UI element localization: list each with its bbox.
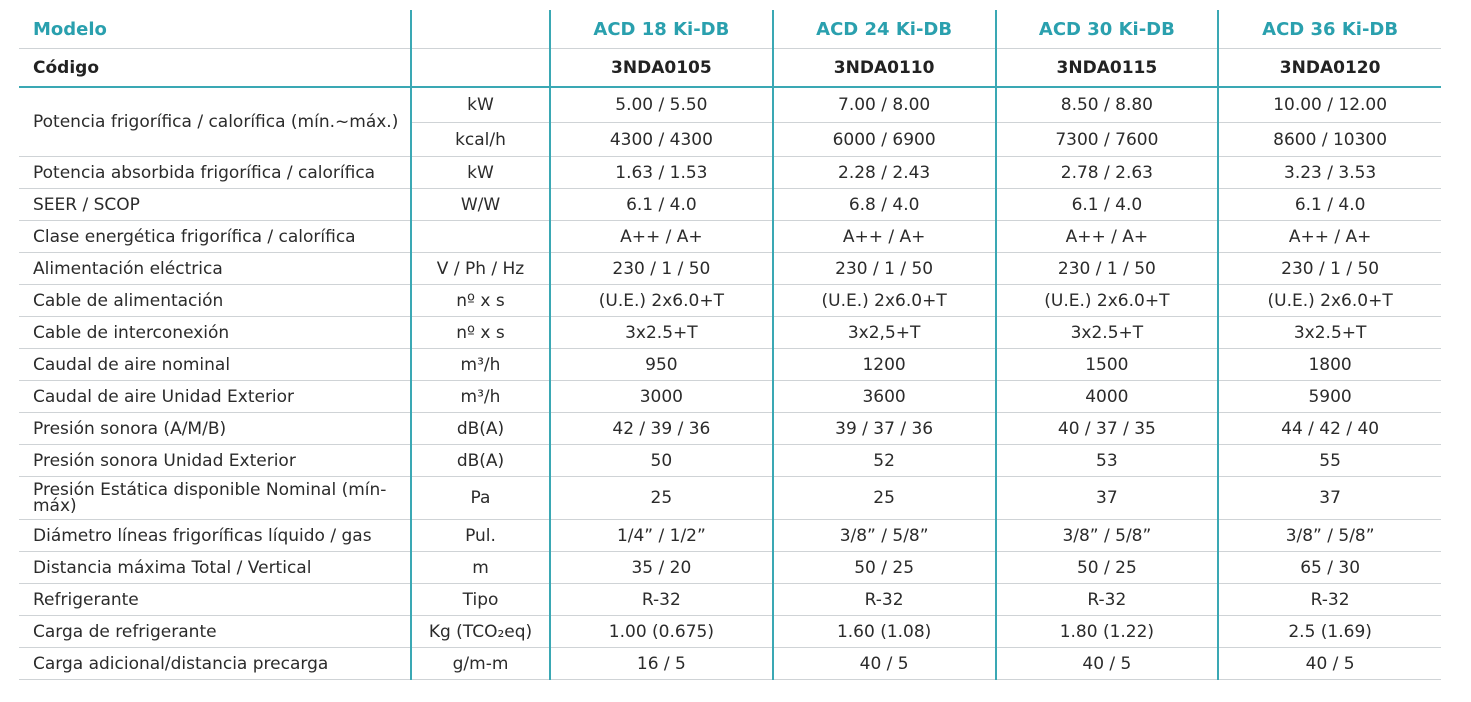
- value-cell: 230 / 1 / 50: [773, 253, 996, 285]
- row-unit: kW: [411, 157, 550, 189]
- codigo-label: Código: [19, 49, 411, 88]
- model-name: ACD 18 Ki-DB: [550, 10, 773, 49]
- value-cell: (U.E.) 2x6.0+T: [996, 285, 1219, 317]
- value-cell: 6000 / 6900: [773, 123, 996, 157]
- row-label: Cable de interconexión: [19, 317, 411, 349]
- value-cell: A++ / A+: [1218, 221, 1441, 253]
- table-row: [19, 520, 1441, 552]
- row-unit: m³/h: [411, 381, 550, 413]
- value-cell: 4300 / 4300: [550, 123, 773, 157]
- value-cell: 8.50 / 8.80: [996, 87, 1219, 123]
- row-label: Caudal de aire Unidad Exterior: [19, 381, 411, 413]
- row-label: Distancia máxima Total / Vertical: [19, 552, 411, 584]
- code-header-row: [19, 49, 1441, 88]
- row-unit: nº x s: [411, 285, 550, 317]
- row-label: Clase energética frigorífica / calorífica: [19, 221, 411, 253]
- value-cell: 1.00 (0.675): [550, 616, 773, 648]
- row-unit: dB(A): [411, 413, 550, 445]
- value-cell: 40 / 5: [773, 648, 996, 680]
- value-cell: 4000: [996, 381, 1219, 413]
- row-label: Presión sonora (A/M/B): [19, 413, 411, 445]
- value-cell: 1.63 / 1.53: [550, 157, 773, 189]
- value-cell: 8600 / 10300: [1218, 123, 1441, 157]
- row-unit: kW: [411, 87, 550, 123]
- value-cell: 1/4” / 1/2”: [550, 520, 773, 552]
- unit-header-cell: [411, 10, 550, 49]
- value-cell: (U.E.) 2x6.0+T: [550, 285, 773, 317]
- value-cell: 6.1 / 4.0: [550, 189, 773, 221]
- value-cell: A++ / A+: [773, 221, 996, 253]
- value-cell: 3600: [773, 381, 996, 413]
- value-cell: 25: [773, 477, 996, 520]
- value-cell: 52: [773, 445, 996, 477]
- value-cell: 1800: [1218, 349, 1441, 381]
- value-cell: 55: [1218, 445, 1441, 477]
- row-label: Cable de alimentación: [19, 285, 411, 317]
- table-row: [19, 253, 1441, 285]
- value-cell: (U.E.) 2x6.0+T: [773, 285, 996, 317]
- value-cell: 7.00 / 8.00: [773, 87, 996, 123]
- value-cell: 6.8 / 4.0: [773, 189, 996, 221]
- model-name: ACD 36 Ki-DB: [1218, 10, 1441, 49]
- row-unit: Kg (TCO₂eq): [411, 616, 550, 648]
- value-cell: 3.23 / 3.53: [1218, 157, 1441, 189]
- table-row: [19, 584, 1441, 616]
- row-label: Diámetro líneas frigoríficas líquido / gas: [19, 520, 411, 552]
- value-cell: 50 / 25: [773, 552, 996, 584]
- table-row: [19, 285, 1441, 317]
- model-code: 3NDA0105: [550, 49, 773, 88]
- value-cell: 1.80 (1.22): [996, 616, 1219, 648]
- model-code: 3NDA0120: [1218, 49, 1441, 88]
- value-cell: 1.60 (1.08): [773, 616, 996, 648]
- table-row: [19, 552, 1441, 584]
- row-unit: Pa: [411, 477, 550, 520]
- row-label: Caudal de aire nominal: [19, 349, 411, 381]
- row-label: Alimentación eléctrica: [19, 253, 411, 285]
- value-cell: 35 / 20: [550, 552, 773, 584]
- row-label: Presión Estática disponible Nominal (mín-máx): [19, 477, 411, 520]
- value-cell: 230 / 1 / 50: [550, 253, 773, 285]
- model-code: 3NDA0115: [996, 49, 1219, 88]
- row-unit: Tipo: [411, 584, 550, 616]
- row-label: Presión sonora Unidad Exterior: [19, 445, 411, 477]
- row-label: Refrigerante: [19, 584, 411, 616]
- value-cell: A++ / A+: [996, 221, 1219, 253]
- table-row: [19, 381, 1441, 413]
- row-unit: kcal/h: [411, 123, 550, 157]
- value-cell: 40 / 37 / 35: [996, 413, 1219, 445]
- value-cell: 40 / 5: [996, 648, 1219, 680]
- row-unit: m³/h: [411, 349, 550, 381]
- value-cell: R-32: [1218, 584, 1441, 616]
- value-cell: 65 / 30: [1218, 552, 1441, 584]
- row-unit: [411, 221, 550, 253]
- row-label: Potencia frigorífica / calorífica (mín.~máx.): [19, 87, 411, 157]
- value-cell: 16 / 5: [550, 648, 773, 680]
- value-cell: 3/8” / 5/8”: [1218, 520, 1441, 552]
- row-unit: g/m-m: [411, 648, 550, 680]
- value-cell: 6.1 / 4.0: [1218, 189, 1441, 221]
- row-label: Carga adicional/distancia precarga: [19, 648, 411, 680]
- table-row: [19, 445, 1441, 477]
- value-cell: 2.28 / 2.43: [773, 157, 996, 189]
- table-row: [19, 413, 1441, 445]
- modelo-label: Modelo: [19, 10, 411, 49]
- value-cell: 6.1 / 4.0: [996, 189, 1219, 221]
- value-cell: 37: [1218, 477, 1441, 520]
- table-row: [19, 221, 1441, 253]
- value-cell: 25: [550, 477, 773, 520]
- value-cell: (U.E.) 2x6.0+T: [1218, 285, 1441, 317]
- value-cell: R-32: [550, 584, 773, 616]
- value-cell: 42 / 39 / 36: [550, 413, 773, 445]
- row-unit: Pul.: [411, 520, 550, 552]
- value-cell: 50: [550, 445, 773, 477]
- value-cell: 7300 / 7600: [996, 123, 1219, 157]
- value-cell: 39 / 37 / 36: [773, 413, 996, 445]
- value-cell: 1200: [773, 349, 996, 381]
- row-unit: dB(A): [411, 445, 550, 477]
- table-row: [19, 157, 1441, 189]
- value-cell: 53: [996, 445, 1219, 477]
- value-cell: 3/8” / 5/8”: [996, 520, 1219, 552]
- row-label: SEER / SCOP: [19, 189, 411, 221]
- value-cell: 37: [996, 477, 1219, 520]
- value-cell: 3x2.5+T: [550, 317, 773, 349]
- row-unit: V / Ph / Hz: [411, 253, 550, 285]
- value-cell: 3x2.5+T: [996, 317, 1219, 349]
- row-unit: m: [411, 552, 550, 584]
- value-cell: 5.00 / 5.50: [550, 87, 773, 123]
- specs-table: [19, 10, 1441, 680]
- value-cell: 5900: [1218, 381, 1441, 413]
- model-header-row: [19, 10, 1441, 49]
- value-cell: 3x2.5+T: [1218, 317, 1441, 349]
- table-row: [19, 349, 1441, 381]
- value-cell: R-32: [773, 584, 996, 616]
- value-cell: 950: [550, 349, 773, 381]
- value-cell: 10.00 / 12.00: [1218, 87, 1441, 123]
- table-row: [19, 616, 1441, 648]
- value-cell: 3/8” / 5/8”: [773, 520, 996, 552]
- model-code: 3NDA0110: [773, 49, 996, 88]
- value-cell: 44 / 42 / 40: [1218, 413, 1441, 445]
- value-cell: 1500: [996, 349, 1219, 381]
- value-cell: 40 / 5: [1218, 648, 1441, 680]
- table-row: [19, 189, 1441, 221]
- model-name: ACD 30 Ki-DB: [996, 10, 1219, 49]
- row-unit: nº x s: [411, 317, 550, 349]
- value-cell: 2.5 (1.69): [1218, 616, 1441, 648]
- value-cell: A++ / A+: [550, 221, 773, 253]
- table-row: [19, 317, 1441, 349]
- row-label: Potencia absorbida frigorífica / calorífica: [19, 157, 411, 189]
- model-name: ACD 24 Ki-DB: [773, 10, 996, 49]
- table-row: [19, 477, 1441, 520]
- value-cell: 50 / 25: [996, 552, 1219, 584]
- value-cell: 3x2,5+T: [773, 317, 996, 349]
- value-cell: 230 / 1 / 50: [996, 253, 1219, 285]
- value-cell: R-32: [996, 584, 1219, 616]
- row-unit: W/W: [411, 189, 550, 221]
- row-label: Carga de refrigerante: [19, 616, 411, 648]
- table-row: [19, 648, 1441, 680]
- value-cell: 3000: [550, 381, 773, 413]
- unit-header-cell: [411, 49, 550, 88]
- value-cell: 230 / 1 / 50: [1218, 253, 1441, 285]
- table-row: [19, 87, 1441, 123]
- value-cell: 2.78 / 2.63: [996, 157, 1219, 189]
